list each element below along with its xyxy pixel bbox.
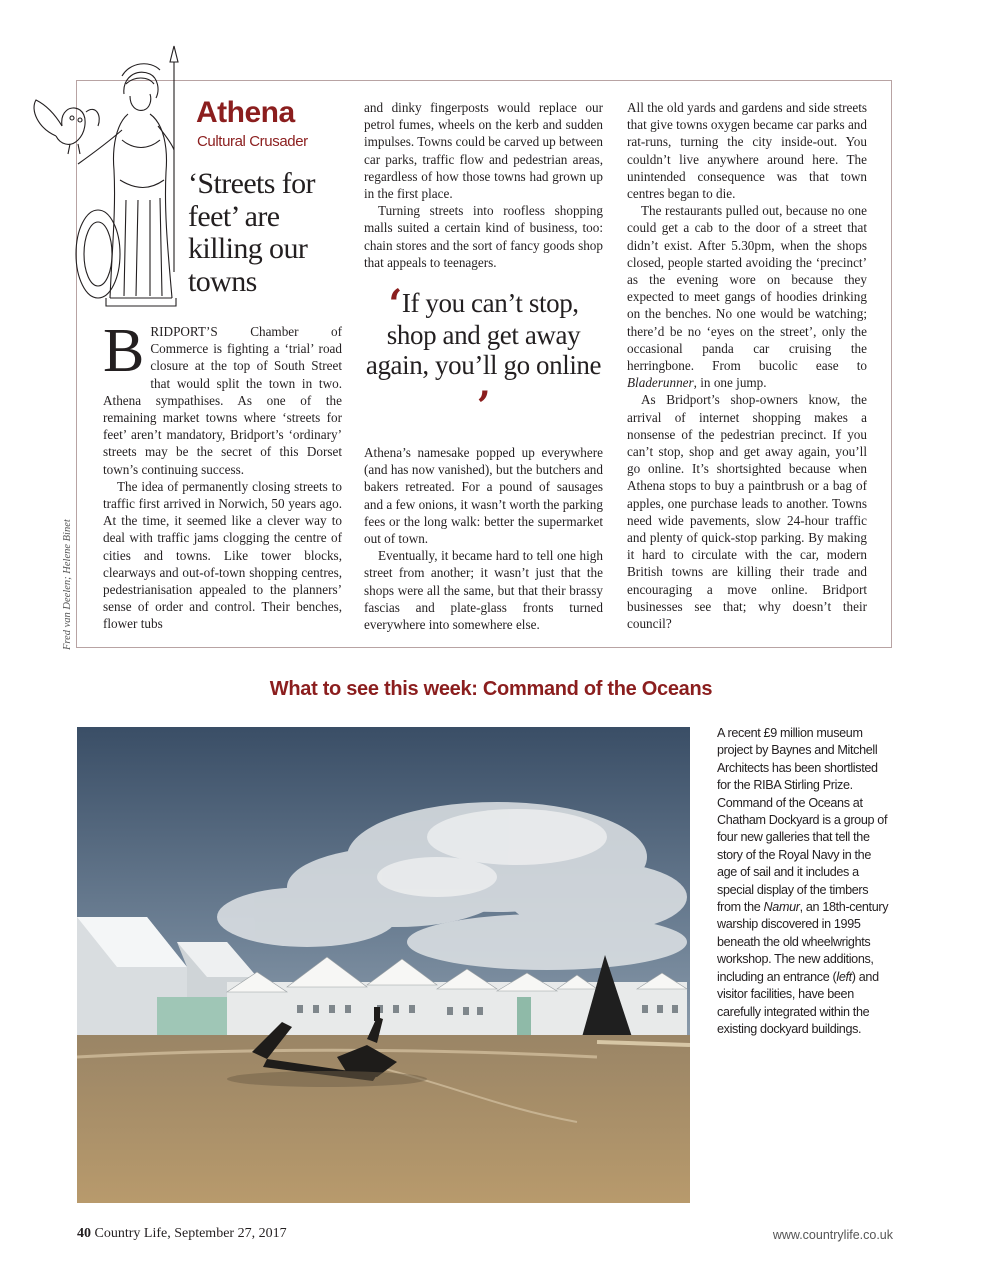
paragraph: Eventually, it became hard to tell one high street from another; it wasn’t just that the shops were all the same, but that their brassy fascias and plate-glass fronts turned everywhere into somewhere else. [364, 548, 603, 633]
page-number: 40 [77, 1226, 91, 1241]
open-quote-mark: ‘ [388, 281, 402, 328]
paragraph: BRIDPORT’S Chamber of Commerce is fighting a ‘trial’ road closure at the top of South Street that would split the town in two. Athena sympathises. As one of the remaining market towns where ‘streets for feet’ aren’t mandatory, Bridport’s ‘ordinary’ streets may be the secret of this Dorset town’s continuing success. [103, 317, 342, 477]
pull-quote: ‘If you can’t stop, shop and get away again, you’ll go online ’ [365, 281, 602, 430]
paragraph: Athena’s namesake popped up everywhere (and has now vanished), but the butchers and bakers retreated. For a pound of sausages and a few onions, it wasn’t worth the parking fees or the long walk: better the supermarket out of town. [364, 445, 603, 547]
photo-credit: Fred van Deelen; Helene Binet [62, 519, 73, 650]
paragraph: The restaurants pulled out, because no one could get a cab to the door of a street that didn’t exist. After 5.30pm, when the shops closed, people started avoiding the ‘precinct’ as the evening wore on because they expected to meet gangs of hoodies drinking on the benches. No one would be watching; there’d be no ‘eyes on the street’, only the occasional panda car cruising the herringbone. From bucolic ease to Bladerunner, in one jump. [627, 203, 867, 391]
paragraph: The idea of permanently closing streets to traffic first arrived in Norwich, 50 years ago. At the time, it seemed like a clever way to deal with traffic jams clogging the centre of cities and towns. Like tower blocks, clearways and out-of-town shopping centres, pedestrianisation appealed to the planners’ sense of order and control. Their benches, flower tubs [103, 478, 342, 632]
drop-cap: B [103, 317, 145, 385]
article-column-2 [364, 99, 603, 271]
column-name: Athena [196, 96, 295, 129]
article-column-1 [103, 317, 342, 633]
paragraph: All the old yards and gardens and side streets that give towns oxygen became car parks and rat-runs, turning the city inside-out. You couldn’t live anywhere around here. The unintended consequence was that town centres began to die. [627, 100, 867, 202]
article-column-2-lower [364, 444, 603, 633]
footer-url[interactable]: www.countrylife.co.uk [772, 1228, 893, 1242]
headline: ‘Streets for feet’ are killing our towns [188, 167, 315, 298]
paragraph: As Bridport’s shop-owners know, the arrival of internet shopping makes a nonsense of the pedestrian precinct. If you can’t stop, shop and get away again, you’ll go online. It’s shortsighted because when Athena stops to buy a paintbrush or a bag of apples, one purchase leads to another. Towns need wide pavements, slow 24-hour traffic and plenty of quick-stop parking. By making it hard to circulate with the car, modern British towns are killing their trade and encouraging a move online. Bridport businesses see that; why doesn’t their council? [627, 392, 867, 632]
feature-heading: What to see this week: Command of the Oceans [269, 678, 713, 700]
article-column-3 [627, 99, 867, 632]
footer-left [77, 1226, 287, 1242]
paragraph: Turning streets into roofless shopping malls suited a certain kind of business, too: chain stores and the sort of fancy goods shop that appeals to teenagers. [364, 203, 603, 270]
column-subtitle: Cultural Crusader [197, 133, 308, 150]
photo-caption: A recent £9 million museum project by Baynes and Mitchell Architects has been shortlisted for the RIBA Stirling Prize. Command of the Oceans at Chatham Dockyard is a group of four new galleries that tell the story of the Royal Navy in the age of sail and it includes a special display of the timbers from the Namur, an 18th-century warship discovered in 1995 beneath the old wheelwrights workshop. The new additions, including an entrance (left) and visitor facilities, have been carefully integrated within the existing dockyard buildings. [717, 726, 889, 1036]
paragraph: and dinky fingerposts would replace our petrol fumes, wheels on the kerb and sudden impulses. Towns could be carved up between car parks, traffic flow and pedestrian areas, regardless of how those towns had grown up in the first place. [364, 100, 603, 202]
athena-illustration [26, 40, 194, 312]
dockyard-photo [77, 727, 690, 1203]
magazine-info: Country Life, September 27, 2017 [94, 1226, 287, 1241]
close-quote-mark: ’ [476, 383, 491, 430]
